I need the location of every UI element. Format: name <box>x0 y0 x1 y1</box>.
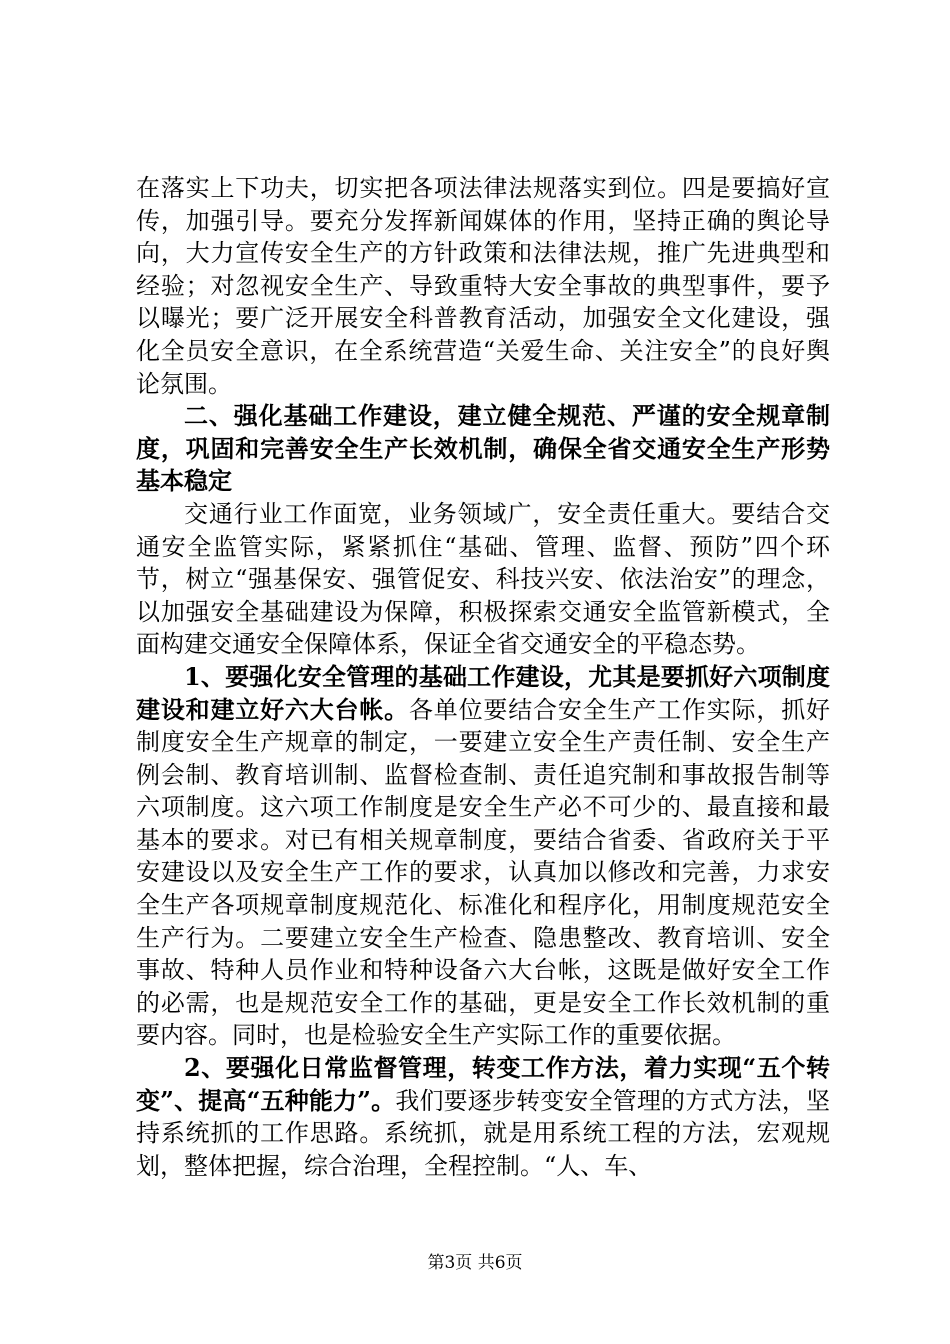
paragraph-intro: 在落实上下功夫，切实把各项法律法规落实到位。四是要搞好宣传，加强引导。要充分发挥新闻媒体的作用，坚持正确的舆论导向，大力宣传安全生产的方针政策和法律法规，推广先进典型和经验；对忽视安全生产、导致重特大安全事故的典型事件，要予以曝光；要广泛开展安全科普教育活动，加强安全文化建设，强化全员安全意识，在全系统营造“关爱生命、关注安全”的良好舆论氛围。 <box>136 174 830 398</box>
section-heading-2: 二、强化基础工作建设，建立健全规范、严谨的安全规章制度，巩固和完善安全生产长效机制，确保全省交通安全生产形势基本稳定 <box>136 401 830 496</box>
item-2-text: 我们要逐步转变安全管理的方式方法，坚持系统抓的工作思路。系统抓，就是用系统工程的方法，宏观规划，整体把握，综合治理，全程控制。“人、车、 <box>136 1086 830 1180</box>
paragraph-item-2 <box>136 1052 830 1182</box>
paragraph-item-1 <box>136 661 830 1052</box>
paragraph-section-2: 交通行业工作面宽，业务领域广，安全责任重大。要结合交通安全监管实际，紧紧抓住“基础、管理、监督、预防”四个环节，树立“强基保安、强管促安、科技兴安、依法治安”的理念，以加强安全基础建设为保障，积极探索交通安全监管新模式，全面构建交通安全保障体系，保证全省交通安全的平稳态势。 <box>136 499 830 659</box>
item-1-text: 各单位要结合安全生产工作实际，抓好制度安全生产规章的制定，一要建立安全生产责任制、安全生产例会制、教育培训制、监督检查制、责任追究制和事故报告制等六项制度。这六项工作制度是安全生产必不可少的、最直接和最基本的要求。对已有相关规章制度，要结合省委、省政府关于平安建设以及安全生产工作的要求，认真加以修改和完善，力求安全生产各项规章制度规范化、标准化和程序化，用制度规范安全生产行为。二要建立安全生产检查、隐患整改、教育培训、安全事故、特种人员作业和特种设备六大台帐，这既是做好安全工作的必需，也是规范安全工作的基础，更是安全工作长效机制的重要内容。同时，也是检验安全生产实际工作的重要依据。 <box>136 695 831 1050</box>
item-2-lead: 2、要强化日常监督管理，转变工作方法，着力实现“五个转变”、提高“五种能力”。 <box>136 1053 830 1115</box>
document-body <box>136 172 830 1182</box>
page-footer: 第3页 共6页 <box>427 1253 523 1273</box>
item-1-lead: 1、要强化安全管理的基础工作建设，尤其是要抓好六项制度建设和建立好六大台帐。 <box>136 661 830 724</box>
